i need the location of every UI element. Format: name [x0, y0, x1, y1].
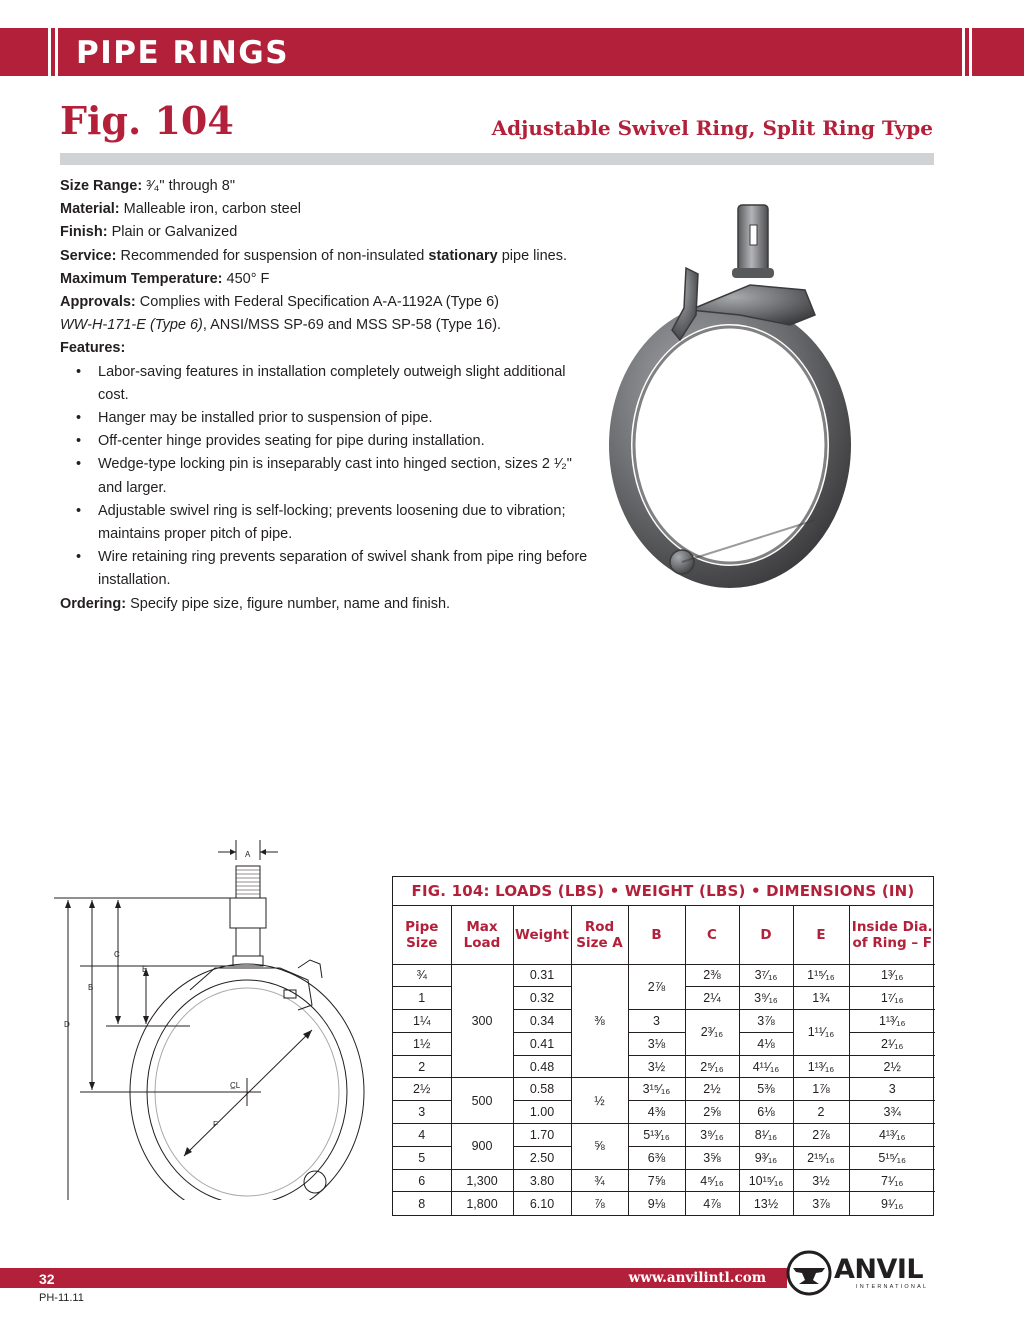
approvals-value-2: , ANSI/MSS SP-69 and MSS SP-58 (Type 16).	[202, 317, 502, 334]
approvals-line	[60, 291, 600, 314]
features-heading	[60, 337, 600, 360]
cell-b: 3½	[628, 1055, 685, 1078]
column-header: D	[739, 906, 793, 964]
service-label: Service:	[60, 247, 117, 264]
cell-max-load: 1,800	[451, 1192, 513, 1215]
column-header: C	[685, 906, 739, 964]
cell-f: 1⁷⁄₁₆	[849, 987, 935, 1010]
cell-c: 3⁹⁄₁₆	[685, 1124, 739, 1147]
banner-stripe	[969, 28, 972, 76]
cell-f: 7¹⁄₁₆	[849, 1169, 935, 1192]
list-item: • Off-center hinge provides seating for pipe during installation.	[98, 430, 600, 453]
anvil-icon	[786, 1250, 832, 1296]
label-f: F	[213, 1120, 218, 1129]
max-temperature-line	[60, 268, 600, 291]
figure-subtitle: Adjustable Swivel Ring, Split Ring Type	[491, 116, 933, 140]
size-range-line	[60, 175, 600, 198]
material-line	[60, 198, 600, 221]
cell-b: 6⅜	[628, 1146, 685, 1169]
cell-max-load: 300	[451, 964, 513, 1078]
cell-max-load: 500	[451, 1078, 513, 1124]
cell-b: 3¹⁵⁄₁₆	[628, 1078, 685, 1101]
cell-pipe-size: 2½	[393, 1078, 451, 1101]
cell-rod-size: ⅞	[571, 1192, 628, 1215]
cell-pipe-size: 1½	[393, 1032, 451, 1055]
data-table	[393, 906, 935, 1215]
material-label: Material:	[60, 201, 120, 218]
banner-stripe	[962, 28, 965, 76]
cell-weight: 3.80	[513, 1169, 571, 1192]
size-range-value: ³⁄₄" through 8"	[146, 178, 235, 194]
dimensions-table	[392, 876, 934, 1216]
publication-code: PH-11.11	[39, 1292, 84, 1304]
approvals-label: Approvals:	[60, 294, 136, 311]
cell-rod-size: ¾	[571, 1169, 628, 1192]
cell-f: 9¹⁄₁₆	[881, 1196, 904, 1211]
ordering-value: Specify pipe size, figure number, name and finish.	[130, 595, 451, 612]
cell-pipe-size: 2	[393, 1055, 451, 1078]
cell-b: 5¹³⁄₁₆	[628, 1124, 685, 1147]
cell-b: 9⅛	[628, 1192, 685, 1215]
list-item: • Wedge-type locking pin is inseparably cast into hinged section, sizes 2 ¹⁄₂" and larger.	[98, 453, 600, 499]
column-header: Inside Dia. of Ring – F	[849, 906, 935, 964]
finish-line	[60, 221, 600, 244]
cell-e: 3½	[793, 1169, 849, 1192]
banner-stripe	[55, 28, 58, 76]
list-item: • Wire retaining ring prevents separation of swivel shank from pipe ring before installation.	[98, 546, 600, 592]
cell-pipe-size: 6	[393, 1169, 451, 1192]
cell-e: 2¹⁵⁄₁₆	[793, 1146, 849, 1169]
cell-e: 1¾	[793, 987, 849, 1010]
cell-c: 4⁵⁄₁₆	[685, 1169, 739, 1192]
size-range-label: Size Range:	[60, 178, 143, 194]
list-item: • Hanger may be installed prior to suspension of pipe.	[98, 407, 600, 430]
cell-weight: 0.41	[513, 1032, 571, 1055]
cell-d: 6⅛	[739, 1101, 793, 1124]
cell-d: 10¹⁵⁄₁₆	[739, 1169, 793, 1192]
cell-f: 3	[849, 1078, 935, 1101]
cell-rod-size: ½	[571, 1078, 628, 1124]
cell-weight: 2.50	[513, 1146, 571, 1169]
table-row	[393, 964, 935, 987]
cell-f: 3¾	[849, 1101, 935, 1124]
approvals-line-2	[60, 314, 600, 337]
column-header: Max Load	[451, 906, 513, 964]
cell-d: 9³⁄₁₆	[739, 1146, 793, 1169]
cell-d: 3⅞	[739, 1010, 793, 1033]
service-value-end: pipe lines.	[501, 247, 568, 264]
column-header: B	[628, 906, 685, 964]
page-number: 32	[39, 1271, 55, 1287]
table-header-row	[393, 906, 935, 964]
cell-b: 4⅜	[628, 1101, 685, 1124]
cell-weight: 6.10	[513, 1192, 571, 1215]
column-header: Rod Size A	[571, 906, 628, 964]
logo-wordmark: ANVIL	[834, 1254, 924, 1285]
cell-pipe-size: 3	[393, 1101, 451, 1124]
cell-f: 4¹³⁄₁₆	[849, 1124, 935, 1147]
ordering-line	[60, 593, 600, 616]
cell-d: 5⅜	[739, 1078, 793, 1101]
material-value: Malleable iron, carbon steel	[123, 201, 301, 218]
cell-d: 13½	[739, 1192, 793, 1215]
cell-d: 4¹¹⁄₁₆	[739, 1055, 793, 1078]
table-row	[393, 1169, 935, 1192]
cell-weight: 0.34	[513, 1010, 571, 1033]
dimension-drawing	[40, 830, 380, 1200]
cell-c: 2³⁄₁₆	[685, 1010, 739, 1056]
cell-f: 2¹⁄₁₆	[849, 1032, 935, 1055]
service-line	[60, 245, 600, 268]
cell-pipe-size: 8	[393, 1192, 451, 1215]
cell-max-load: 1,300	[451, 1169, 513, 1192]
cell-pipe-size: 1¼	[393, 1010, 451, 1033]
website-link[interactable]: www.anvilintl.com	[628, 1270, 766, 1286]
cell-e: 1¹¹⁄₁₆	[793, 1010, 849, 1056]
product-photo	[600, 190, 860, 600]
cell-weight: 0.32	[513, 987, 571, 1010]
column-header: Weight	[513, 906, 571, 964]
section-title: PIPE RINGS	[76, 35, 290, 71]
features-list	[60, 361, 600, 593]
cell-c: 2⁵⁄₁₆	[685, 1055, 739, 1078]
cell-e: 1¹³⁄₁₆	[793, 1055, 849, 1078]
cell-pipe-size: ¾	[393, 964, 451, 987]
banner-stripe	[48, 28, 51, 76]
table-row	[393, 1192, 935, 1215]
finish-value: Plain or Galvanized	[111, 224, 238, 241]
cell-f: 1¹³⁄₁₆	[849, 1010, 935, 1033]
table-row	[393, 1124, 935, 1147]
label-c: C	[114, 950, 120, 959]
service-value-emphasis: stationary	[428, 247, 498, 264]
cell-d: 4⅛	[739, 1032, 793, 1055]
cell-d: 8¹⁄₁₆	[739, 1124, 793, 1147]
cell-e: 2	[793, 1101, 849, 1124]
cell-e: 1¹⁵⁄₁₆	[793, 964, 849, 987]
features-label: Features:	[60, 340, 126, 357]
cell-pipe-size: 5	[393, 1146, 451, 1169]
column-header: E	[793, 906, 849, 964]
cell-max-load: 900	[451, 1124, 513, 1170]
table-row	[393, 1078, 935, 1101]
cell-e: 2⅞	[793, 1124, 849, 1147]
approvals-value: Complies with Federal Specification A-A-1192A (Type 6)	[139, 294, 499, 311]
cell-weight: 1.00	[513, 1101, 571, 1124]
cell-c: 2¼	[685, 987, 739, 1010]
cell-e: 1⅞	[793, 1078, 849, 1101]
cell-b: 3	[628, 1010, 685, 1033]
cell-pipe-size: 4	[393, 1124, 451, 1147]
list-item: • Labor-saving features in installation completely outweigh slight additional cost.	[98, 361, 600, 407]
cell-c: 2½	[685, 1078, 739, 1101]
cell-weight: 0.58	[513, 1078, 571, 1101]
ordering-label: Ordering:	[60, 595, 127, 612]
cell-pipe-size: 1	[393, 987, 451, 1010]
service-value: Recommended for suspension of non-insulated	[120, 247, 425, 264]
label-b: B	[88, 983, 94, 992]
label-d: D	[64, 1020, 70, 1029]
cell-rod-size: ⅜	[571, 964, 628, 1078]
cell-b: 2⅞	[628, 964, 685, 1010]
logo-subtitle: INTERNATIONAL	[856, 1284, 929, 1290]
approvals-italic: WW-H-171-E (Type 6)	[60, 317, 203, 334]
cell-c: 3⅝	[685, 1146, 739, 1169]
cell-c: 2⅜	[685, 964, 739, 987]
max-temperature-label: Maximum Temperature:	[60, 270, 223, 287]
cell-e: 3⅞	[793, 1192, 849, 1215]
table-title: FIG. 104: LOADS (LBS) • WEIGHT (LBS) • DIMENSIONS (IN)	[393, 877, 933, 906]
cell-f: 2½	[849, 1055, 935, 1078]
cell-c: 2⅝	[685, 1101, 739, 1124]
finish-label: Finish:	[60, 224, 108, 241]
cell-weight: 0.31	[513, 964, 571, 987]
list-item: • Adjustable swivel ring is self-locking; prevents loosening due to vibration; maintains proper pitch of pipe.	[98, 500, 600, 546]
cell-d: 3⁷⁄₁₆	[739, 964, 793, 987]
anvil-logo	[786, 1250, 936, 1296]
specifications	[60, 175, 600, 616]
cell-b: 3⅛	[628, 1032, 685, 1055]
header-banner	[0, 28, 1024, 76]
cell-f: 5¹⁵⁄₁₆	[849, 1146, 935, 1169]
label-a: A	[245, 850, 251, 859]
cell-b: 7⅝	[628, 1169, 685, 1192]
cell-weight: 0.48	[513, 1055, 571, 1078]
title-divider	[60, 153, 934, 165]
cell-rod-size: ⅝	[571, 1124, 628, 1170]
cell-weight: 1.70	[513, 1124, 571, 1147]
label-centerline: C̲L	[230, 1081, 241, 1090]
max-temperature-value: 450° F	[226, 270, 270, 287]
cell-c: 4⅞	[685, 1192, 739, 1215]
label-e: E	[142, 965, 148, 974]
figure-title: Fig. 104	[60, 98, 234, 143]
column-header: Pipe Size	[393, 906, 451, 964]
cell-d: 3⁹⁄₁₆	[739, 987, 793, 1010]
cell-f: 1³⁄₁₆	[849, 964, 935, 987]
